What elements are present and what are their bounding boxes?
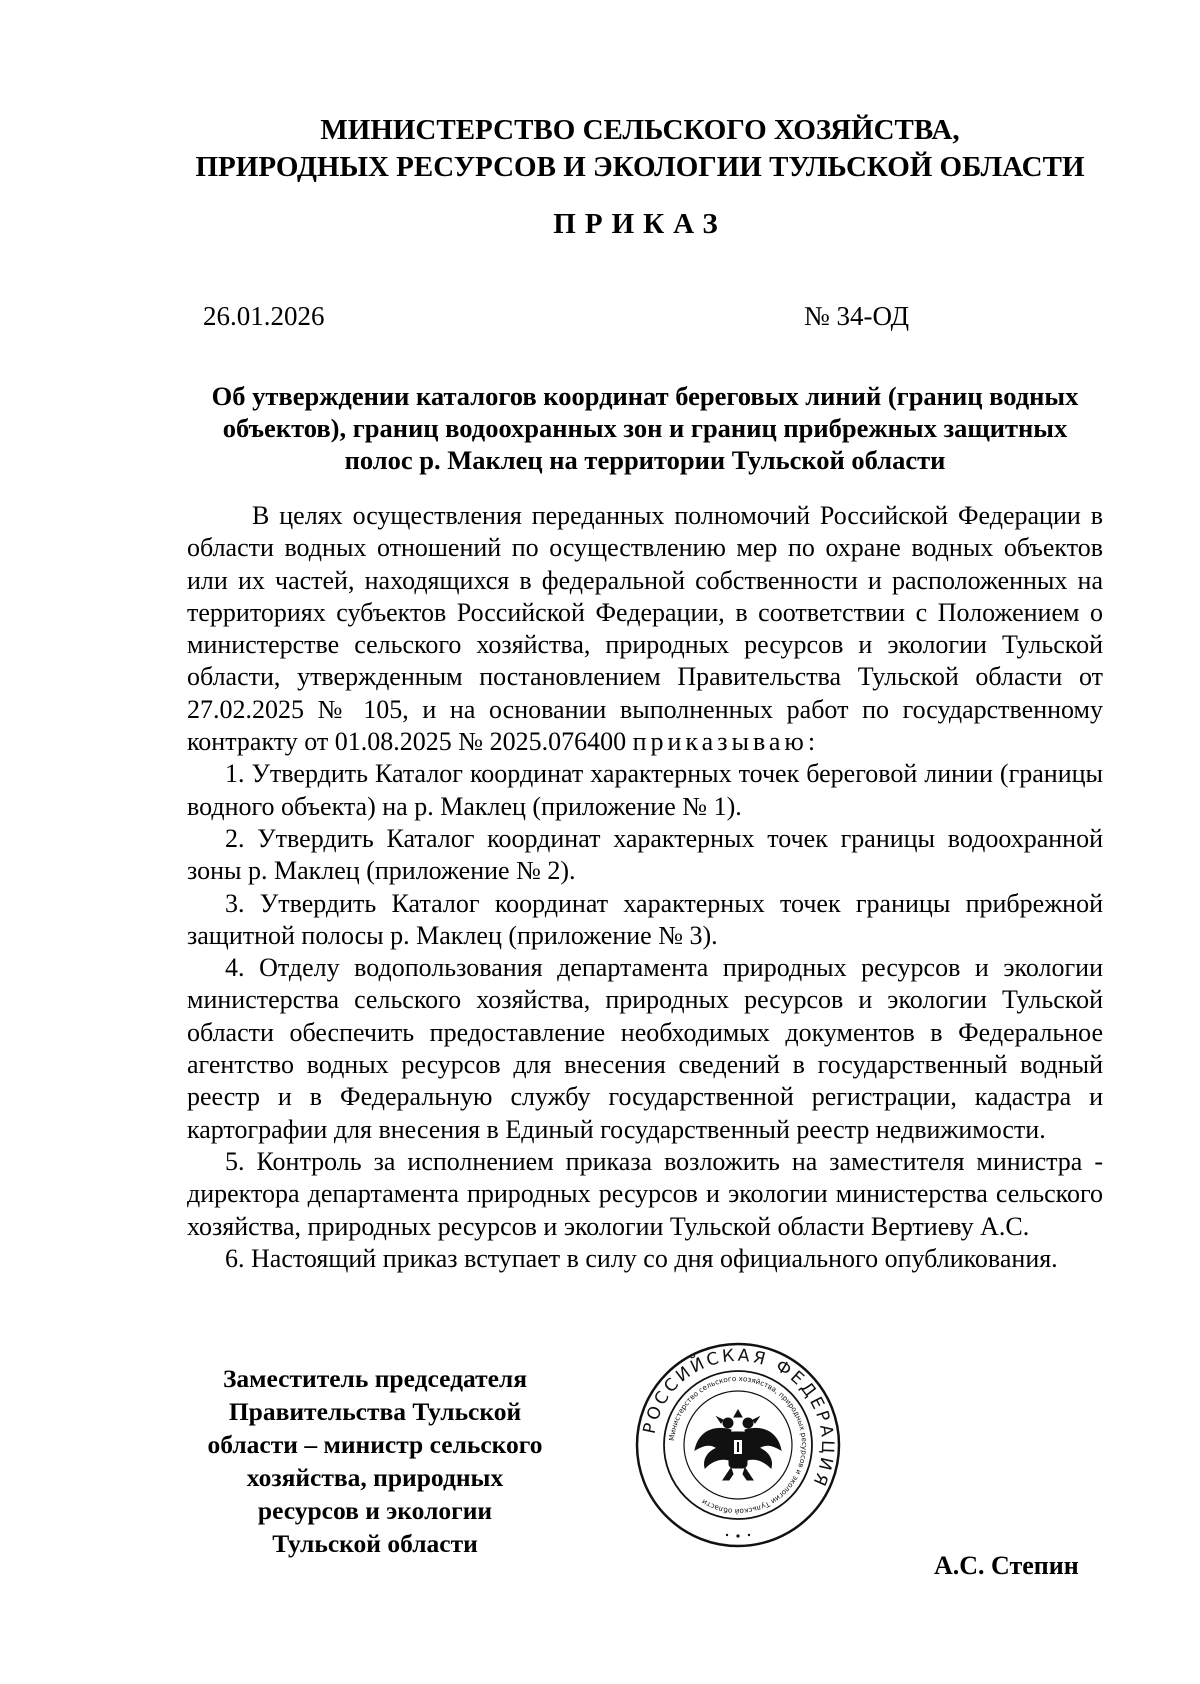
document-type: ПРИКАЗ [553, 208, 727, 240]
order-number: № 34-ОД [804, 301, 910, 331]
preamble-text: В целях осуществления переданных полномочий Российской Федерации в области водных отношений по осуществлению мер по охране водных объектов или их частей, находящихся в федеральной собственности и расположенных на территориях субъектов Российской Федерации, в соответствии с Положением о министерстве сельского хозяйства, природных ресурсов и экологии Тульской области, утвержденным постановлением Правительства Тульской области от 27.02.2025 № 105, и на основании выполненных работ по государственному контракту от 01.08.2025 № 2025.076400 [187, 501, 1103, 757]
signer-title-line-2: Правительства Тульской [228, 1397, 522, 1426]
preamble-paragraph [187, 500, 1103, 758]
order-item-4: 4. Отделу водопользования департамента природных ресурсов и экологии министерства сельского хозяйства, природных ресурсов и экологии Тульской области обеспечить предоставление необходимых документов в Федеральное агентство водных ресурсов для внесения сведений в государственный водный реестр и в Федеральную службу государственной регистрации, кадастра и картографии для внесения в Единый государственный реестр недвижимости. [187, 953, 1103, 1144]
subject-line-3: полос р. Маклец на территории Тульской области [344, 445, 946, 475]
seal-inner-text: Министерство сельского хозяйства, природных ресурсов и экологии Тульской области [667, 1373, 810, 1517]
order-item-3: 3. Утвердить Каталог координат характерных точек границы прибрежной защитной полосы р. Маклец (приложение № 3). [187, 888, 1103, 950]
ministry-name-line-1: МИНИСТЕРСТВО СЕЛЬСКОГО ХОЗЯЙСТВА, [320, 114, 960, 146]
order-word: приказываю: [632, 727, 820, 757]
signer-title-line-3: области – министр сельского [207, 1430, 543, 1459]
order-subject [190, 380, 1100, 476]
order-item-1: 1. Утвердить Каталог координат характерных точек береговой линии (границы водного объекта) на р. Маклец (приложение № 1). [187, 759, 1103, 821]
signer-title-line-1: Заместитель председателя [222, 1364, 528, 1393]
seal-star-icon [726, 1534, 750, 1538]
order-date: 26.01.2026 [203, 301, 325, 331]
official-seal [633, 1340, 843, 1550]
subject-line-1: Об утверждении каталогов координат береговых линий (границ водных [211, 381, 1079, 411]
signer-name: А.С. Степин [934, 1551, 1079, 1580]
signer-title-line-6: Тульской области [272, 1529, 478, 1558]
ministry-name-line-2: ПРИРОДНЫХ РЕСУРСОВ И ЭКОЛОГИИ ТУЛЬСКОЙ ОБЛАСТИ [195, 151, 1085, 183]
signer-title [190, 1362, 560, 1560]
order-body [187, 500, 1103, 1275]
subject-line-2: объектов), границ водоохранных зон и границ прибрежных защитных [222, 413, 1068, 443]
ministry-header [180, 112, 1100, 186]
order-item-2: 2. Утвердить Каталог координат характерных точек границы водоохранной зоны р. Маклец (приложение № 2). [187, 823, 1103, 886]
signer-title-line-5: ресурсов и экологии [257, 1496, 493, 1525]
order-item-6: 6. Настоящий приказ вступает в силу со дня официального опубликования. [225, 1243, 1058, 1273]
order-item-5: 5. Контроль за исполнением приказа возложить на заместителя министра - директора департамента природных ресурсов и экологии министерства сельского хозяйства, природных ресурсов и экологии Тульской области Вертиеву А.С. [187, 1146, 1103, 1241]
signer-title-line-4: хозяйства, природных [246, 1463, 504, 1492]
double-headed-eagle-icon [695, 1410, 781, 1480]
seal-outer-text: РОССИЙСКАЯ ФЕДЕРАЦИЯ [639, 1345, 838, 1492]
